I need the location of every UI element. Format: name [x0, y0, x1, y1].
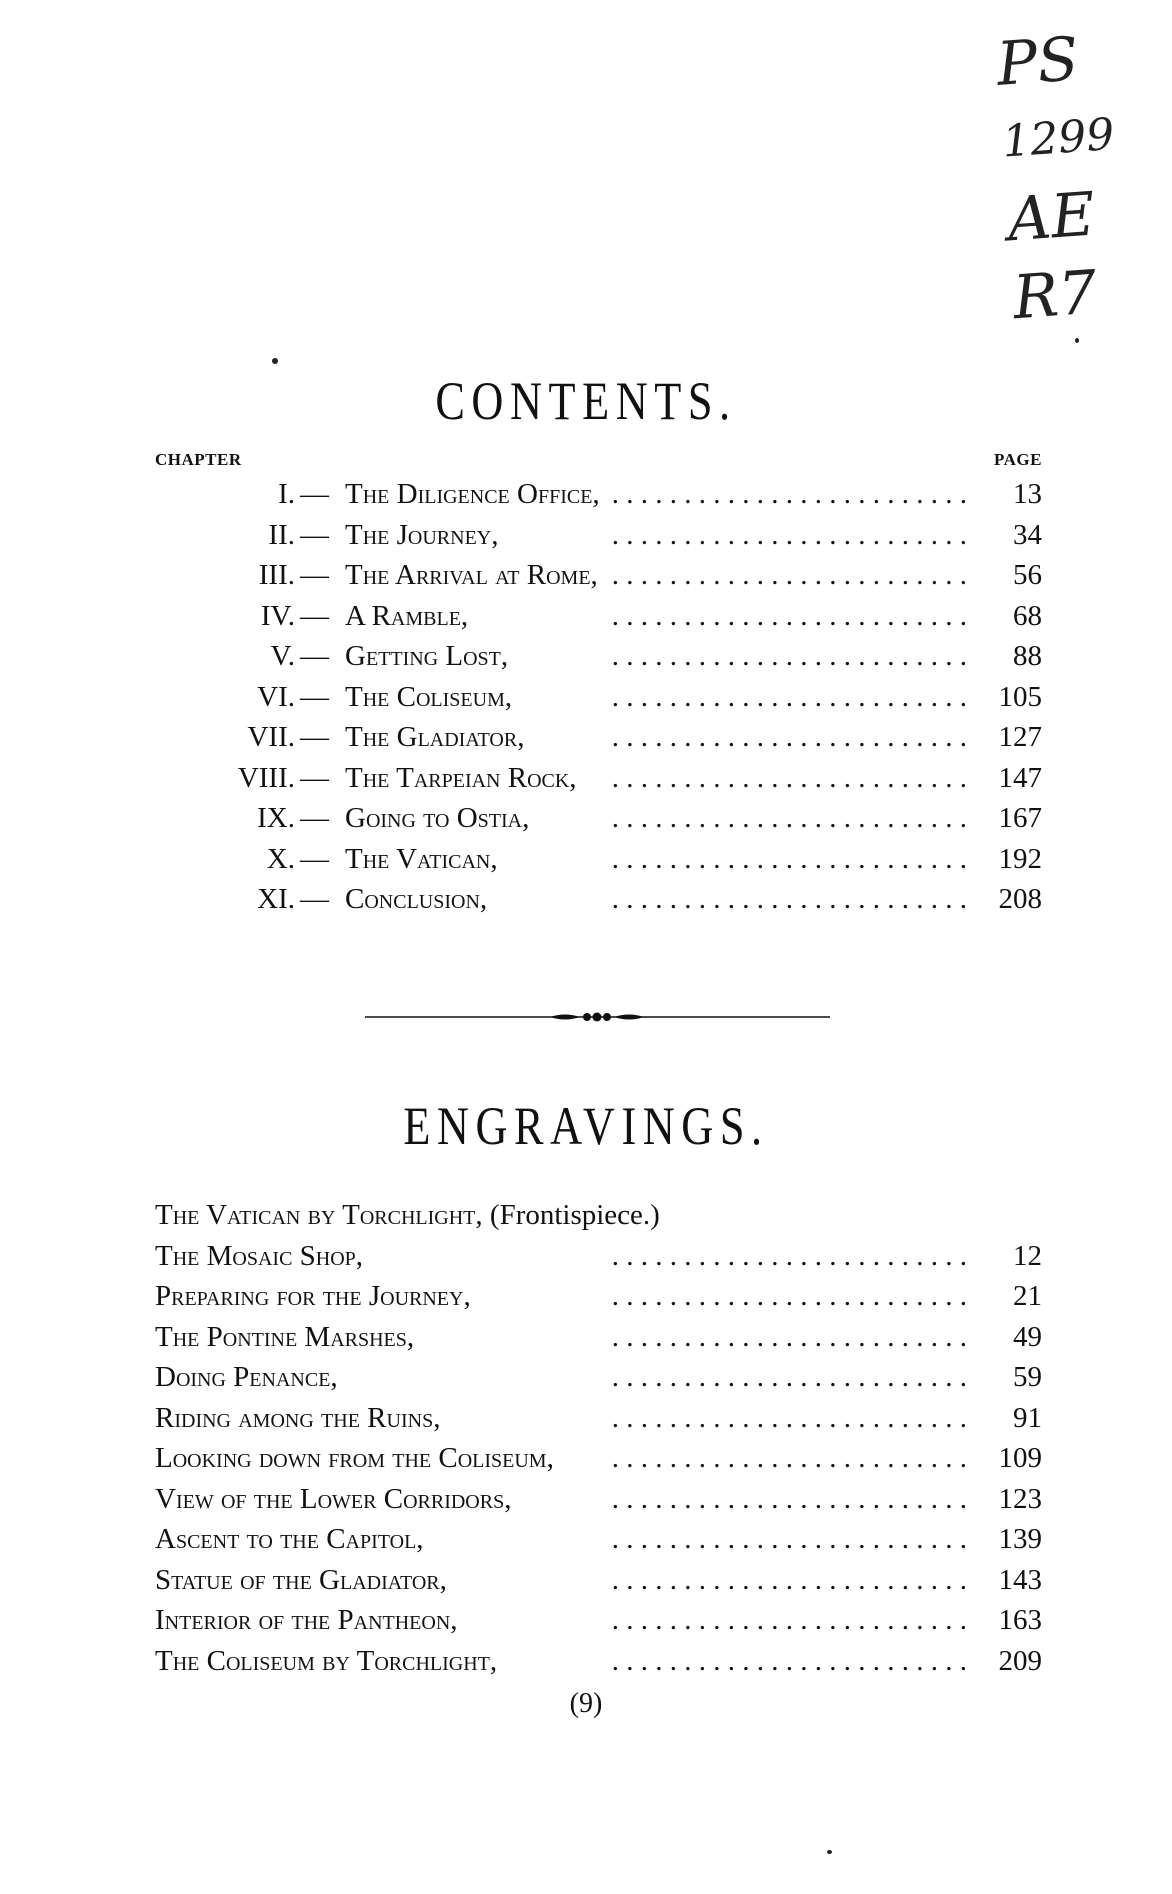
dot-leader: . . . . . . . . . . . . . . . . . . . . . . . . .: [611, 802, 967, 834]
chapter-page: 88: [1013, 640, 1042, 672]
chapter-number: IX.: [257, 802, 295, 834]
dot-leader: . . . . . . . . . . . . . . . . . . . . . . . . .: [611, 1361, 967, 1393]
dot-leader: . . . . . . . . . . . . . . . . . . . . . . . . .: [611, 1442, 967, 1474]
chapter-dash: —: [300, 883, 329, 915]
chapter-number: V.: [270, 640, 295, 672]
contents-row: [155, 798, 1042, 839]
dot-leader: . . . . . . . . . . . . . . . . . . . . . . . . .: [611, 721, 967, 753]
engraving-title: Ascent to the Capitol,: [155, 1519, 432, 1560]
engraving-title: Preparing for the Journey,: [155, 1276, 479, 1317]
engraving-page: 139: [998, 1523, 1042, 1555]
chapter-title: A Ramble,: [345, 596, 476, 637]
ink-speck: [1075, 338, 1079, 343]
call-number-line: AE: [1005, 179, 1098, 256]
engraving-page: 163: [998, 1604, 1042, 1636]
chapter-dash: —: [300, 802, 329, 834]
dot-leader: . . . . . . . . . . . . . . . . . . . . . . . . .: [611, 883, 967, 915]
dot-leader: . . . . . . . . . . . . . . . . . . . . . . . . .: [611, 1401, 967, 1434]
contents-row: [155, 555, 1042, 596]
dot-leader: . . . . . . . . . . . . . . . . . . . . . . . . .: [611, 842, 967, 875]
contents-row: [155, 717, 1042, 758]
contents-row: [155, 677, 1042, 718]
contents-row: [155, 515, 1042, 556]
dot-leader: . . . . . . . . . . . . . . . . . . . . . . . . .: [611, 761, 967, 794]
chapter-page: 13: [1013, 478, 1042, 510]
chapter-title: The Diligence Office,: [345, 474, 608, 515]
ink-speck: [272, 358, 278, 364]
engraving-row: [155, 1317, 1042, 1358]
engraving-row: [155, 1519, 1042, 1560]
page-number: (9): [569, 1688, 603, 1719]
chapter-page: 167: [998, 802, 1042, 834]
engraving-row: [155, 1479, 1042, 1520]
frontispiece-note: (Frontispiece.): [489, 1199, 660, 1231]
contents-row: [155, 758, 1042, 799]
call-number-line: R7: [1010, 257, 1099, 334]
engraving-page: 209: [998, 1644, 1042, 1677]
chapter-page: 105: [998, 680, 1042, 713]
chapter-dash: —: [300, 761, 329, 794]
engraving-title: The Pontine Marshes,: [155, 1317, 422, 1358]
dot-leader: . . . . . . . . . . . . . . . . . . . . . . . . .: [611, 1482, 967, 1515]
ink-speck: [827, 1850, 832, 1854]
dot-leader: . . . . . . . . . . . . . . . . . . . . . . . . .: [611, 1644, 967, 1677]
engraving-page: 49: [1013, 1320, 1042, 1353]
chapter-title: The Coliseum,: [345, 677, 520, 718]
engravings-title: ENGRAVINGS.: [403, 1096, 769, 1156]
chapter-page: 147: [998, 761, 1042, 794]
engraving-title: Looking down from the Coliseum,: [155, 1438, 562, 1479]
engraving-title: View of the Lower Corridors,: [155, 1479, 519, 1520]
chapter-title: The Vatican,: [345, 839, 506, 880]
contents-row: [155, 839, 1042, 880]
engraving-row: [155, 1398, 1042, 1439]
chapter-dash: —: [300, 599, 329, 632]
engraving-title: Riding among the Ruins,: [155, 1398, 448, 1439]
chapter-dash: —: [300, 842, 329, 875]
dot-leader: . . . . . . . . . . . . . . . . . . . . . . . . .: [611, 640, 967, 672]
frontispiece-label: [155, 1195, 668, 1236]
dot-leader: . . . . . . . . . . . . . . . . . . . . . . . . .: [611, 680, 967, 713]
contents-row: [155, 474, 1042, 515]
contents-title: CONTENTS.: [435, 371, 737, 431]
chapter-dash: —: [300, 478, 329, 510]
engraving-title: The Coliseum by Torchlight,: [155, 1641, 505, 1682]
frontispiece-row: [155, 1195, 1042, 1236]
chapter-title: The Gladiator,: [345, 717, 532, 758]
engraving-row: [155, 1438, 1042, 1479]
chapter-page: 68: [1013, 599, 1042, 632]
chapter-number: X.: [266, 842, 295, 875]
call-number-line: PS: [994, 24, 1081, 100]
engraving-row: [155, 1236, 1042, 1277]
dot-leader: . . . . . . . . . . . . . . . . . . . . . . . . .: [611, 1604, 967, 1636]
chapter-title: The Journey,: [345, 515, 507, 556]
chapter-number: I.: [278, 478, 295, 510]
dot-leader: . . . . . . . . . . . . . . . . . . . . . . . . .: [611, 1280, 967, 1312]
engraving-title: Statue of the Gladiator,: [155, 1560, 455, 1601]
engraving-title: The Mosaic Shop,: [155, 1236, 371, 1277]
chapter-title: Getting Lost,: [345, 636, 516, 677]
chapter-number: XI.: [257, 883, 295, 915]
engraving-page: 59: [1013, 1361, 1042, 1393]
engraving-row: [155, 1276, 1042, 1317]
chapter-dash: —: [300, 721, 329, 753]
chapter-number: IV.: [260, 599, 295, 632]
dot-leader: . . . . . . . . . . . . . . . . . . . . . . . . .: [611, 1563, 967, 1596]
chapter-number: VIII.: [237, 761, 295, 794]
chapter-title: The Arrival at Rome,: [345, 555, 606, 596]
call-number-line: 1299: [1000, 108, 1116, 168]
chapter-dash: —: [300, 559, 329, 591]
chapter-dash: —: [300, 518, 329, 551]
contents-row: [155, 596, 1042, 637]
engraving-row: [155, 1600, 1042, 1641]
chapter-page: 208: [998, 883, 1042, 915]
dot-leader: . . . . . . . . . . . . . . . . . . . . . . . . .: [611, 1320, 967, 1353]
handwritten-call-number: [994, 15, 1172, 337]
dot-leader: . . . . . . . . . . . . . . . . . . . . . . . . .: [611, 518, 967, 551]
chapter-title: Conclusion,: [345, 879, 495, 920]
dot-leader: . . . . . . . . . . . . . . . . . . . . . . . . .: [611, 559, 967, 591]
dot-leader: . . . . . . . . . . . . . . . . . . . . . . . . .: [611, 1523, 967, 1555]
page-column-label: PAGE: [994, 450, 1042, 469]
frontispiece-title: The Vatican by Torchlight,: [155, 1199, 483, 1231]
chapter-number: VII.: [247, 721, 295, 753]
engraving-page: 12: [1013, 1239, 1042, 1272]
engraving-page: 123: [998, 1482, 1042, 1515]
dot-leader: . . . . . . . . . . . . . . . . . . . . . . . . .: [611, 478, 967, 510]
engraving-title: Interior of the Pantheon,: [155, 1600, 466, 1641]
chapter-page: 56: [1013, 559, 1042, 591]
contents-list: [155, 474, 1042, 920]
engraving-row: [155, 1357, 1042, 1398]
engraving-page: 109: [998, 1442, 1042, 1474]
engravings-list: [155, 1195, 1042, 1681]
contents-row: [155, 879, 1042, 920]
engraving-page: 91: [1013, 1401, 1042, 1434]
dot-leader: . . . . . . . . . . . . . . . . . . . . . . . . .: [611, 1239, 967, 1272]
chapter-dash: —: [300, 680, 329, 713]
chapter-number: VI.: [257, 680, 295, 713]
contents-row: [155, 636, 1042, 677]
chapter-number: III.: [258, 559, 295, 591]
ornamental-divider: [365, 1010, 830, 1024]
engraving-page: 143: [998, 1563, 1042, 1596]
chapter-number: II.: [268, 518, 295, 551]
dot-leader: . . . . . . . . . . . . . . . . . . . . . . . . .: [611, 599, 967, 632]
engraving-row: [155, 1641, 1042, 1682]
chapter-column-label: CHAPTER: [155, 450, 242, 469]
engraving-page: 21: [1013, 1280, 1042, 1312]
chapter-title: The Tarpeian Rock,: [345, 758, 585, 799]
chapter-page: 34: [1013, 518, 1042, 551]
chapter-title: Going to Ostia,: [345, 798, 537, 839]
engraving-title: Doing Penance,: [155, 1357, 346, 1398]
chapter-page: 127: [998, 721, 1042, 753]
chapter-dash: —: [300, 640, 329, 672]
engraving-row: [155, 1560, 1042, 1601]
chapter-page: 192: [998, 842, 1042, 875]
